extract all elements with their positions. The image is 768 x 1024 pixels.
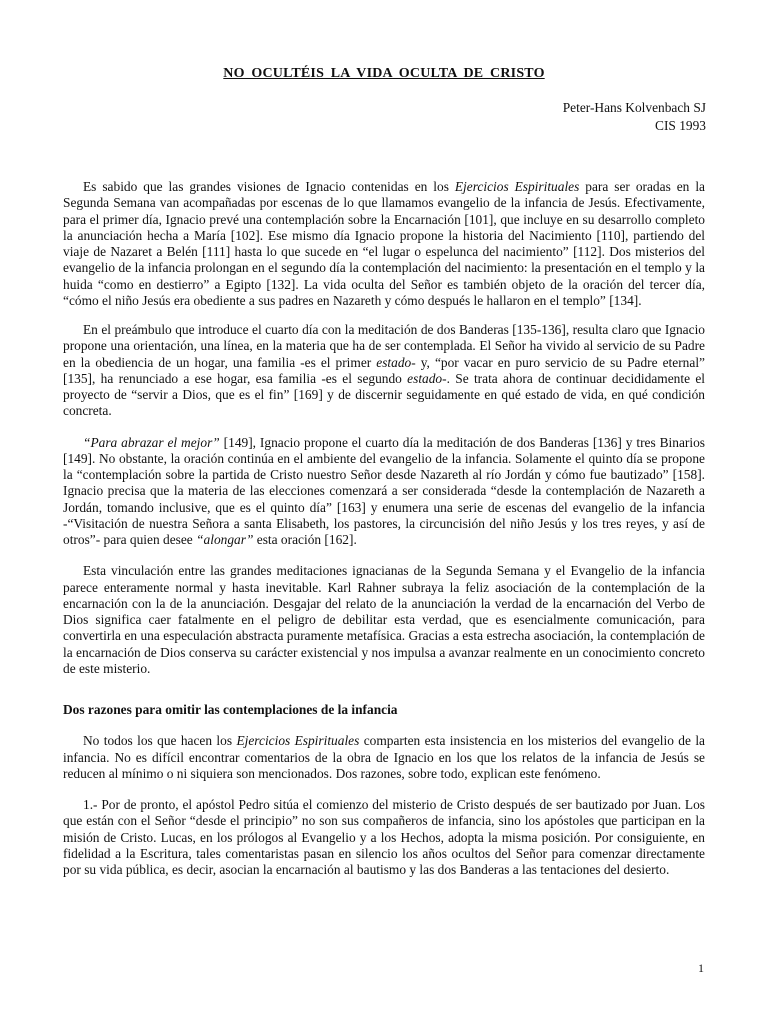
text-run: En el preámbulo que introduce el cuarto día con la meditación de dos Banderas [135-136], resulta claro que Ignacio propone una orientación, una línea, en la materia que ha de ser contemplada. El Señor ha vivido al servicio de su Padre en la obediencia de un hogar, una familia -es el primer bbox=[63, 322, 705, 370]
author-block bbox=[563, 99, 706, 135]
paragraph bbox=[63, 797, 705, 878]
paragraph bbox=[63, 733, 705, 782]
text-run: [149], Ignacio propone el cuarto día la meditación de dos Banderas [136] y tres Binarios [149]. No obstante, la oración continúa en el ambiente del evangelio de la infancia. Solamente el quinto día se propone la “contemplación sobre la partida de Cristo nuestro Señor desde Nazareth al río Jordán y cómo fue bautizado” [158]. Ignacio precisa que la materia de las elecciones comenzará a ser considerada “desde la contemplación de Nazareth a Jordán, tomando inclusive, que es el quinto día” [163] y enumera una serie de escenas del evangelio de la infancia -“Visitación de nuestra Señora a santa Elisabeth, los pastores, la circuncisión del niño Jesús y los tres reyes, y así de otros”- para quien desee bbox=[63, 434, 705, 547]
publication-source: CIS 1993 bbox=[655, 118, 706, 133]
page-number: 1 bbox=[698, 961, 704, 975]
italic-text: “Para abrazar el mejor” bbox=[83, 434, 220, 450]
text-run: para ser oradas en la Segunda Semana van acompañadas por escenas de lo que llamamos evangelio de la infancia de Jesús. Efectivamente, para el primer día, Ignacio prevé una contemplación sobre la Encarnación [101], que incluye en su desarrollo completo la anunciación hecha a María [102]. Ese mismo día Ignacio propone la historia del Nacimiento [110], partiendo del viaje de Nazaret a Belén [111] hasta lo que sucede en “el lugar o espelunca del nacimiento” [112]. Dos misterios del evangelio de la infancia prolongan en el segundo día la contemplación del nacimiento: la presentación en el templo y la huida “como en destierro” a Egipto [132]. La vida oculta del Señor es también objeto de la oración del tercer día, “cómo el niño Jesús era obediente a sus padres en Nazareth y cómo después le hallaron en el templo” [134]. bbox=[63, 179, 705, 308]
text-run: 1.- Por de pronto, el apóstol Pedro sitúa el comienzo del misterio de Cristo después de ser bautizado por Juan. Los que están con el Señor “desde el principio” no son sus compañeros de infancia, sino los apóstoles que participan en la misión de Cristo. Lucas, en los prólogos al Evangelio y a los Hechos, adopta la misma posición. Por consiguiente, en fidelidad a la Escritura, tales comentaristas pasan en silencio los años ocultos del Señor para comenzar directamente por su vida pública, es decir, asocian la encarnación al bautismo y las dos Banderas a las tentaciones del desierto. bbox=[63, 797, 705, 877]
italic-text: estado bbox=[376, 354, 412, 370]
italic-text: Ejercicios Espirituales bbox=[454, 179, 580, 194]
text-run: Esta vinculación entre las grandes meditaciones ignacianas de la Segunda Semana y el Evangelio de la infancia parece enteramente normal y hasta inevitable. Karl Rahner subraya la feliz asociación de la contemplación de la encarnación con la de la anunciación. Desgajar del relato de la anunciación la verdad de la encarnación del Verbo de Dios significa caer fatalmente en el peligro de debilitar esta verdad, que es esencialmente comunicación, para convertirla en una especulación abstracta puramente metafísica. Gracias a esta estrecha asociación, la contemplación de la encarnación de Dios conserva su carácter existencial y nos impulsa a avanzar realmente en un conocimiento concreto de este misterio. bbox=[63, 563, 705, 676]
text-run: -. Se trata ahora de continuar decididamente el proyecto de “servir a Dios, que es el fin” [169] y de discernir seguidamente en qué estado de vida, en qué condición concreta. bbox=[63, 370, 705, 419]
document-title: NO OCULTÉIS LA VIDA OCULTA DE CRISTO bbox=[223, 66, 545, 81]
section-heading: Dos razones para omitir las contemplaciones de la infancia bbox=[63, 702, 398, 717]
italic-text: Ejercicios Espirituales bbox=[236, 733, 360, 749]
italic-text: “alongar” bbox=[196, 532, 254, 547]
text-run: esta oración [162]. bbox=[253, 532, 357, 547]
paragraph bbox=[63, 322, 705, 420]
author-name: Peter-Hans Kolvenbach SJ bbox=[562, 100, 706, 115]
paragraph bbox=[63, 563, 705, 677]
document-body bbox=[63, 179, 705, 893]
text-run: comparten esta insistencia en los misterios del evangelio de la infancia. No es difícil encontrar comentarios de la obra de Ignacio en los que los relatos de la infancia de Jesús se reducen al mínimo o ni siquiera son mencionados. Dos razones, sobre todo, explican este fenómeno. bbox=[63, 733, 705, 781]
text-run: No todos los que hacen los bbox=[83, 733, 237, 749]
paragraph bbox=[63, 179, 705, 309]
italic-text: estado bbox=[407, 370, 443, 386]
text-run: Es sabido que las grandes visiones de Ignacio contenidas en los bbox=[83, 179, 455, 194]
text-run: - y, “por vacar en puro servicio de su Padre eternal” [135], ha renunciado a ese hogar, esa familia -es el segundo bbox=[63, 354, 705, 386]
paragraph bbox=[63, 435, 705, 549]
